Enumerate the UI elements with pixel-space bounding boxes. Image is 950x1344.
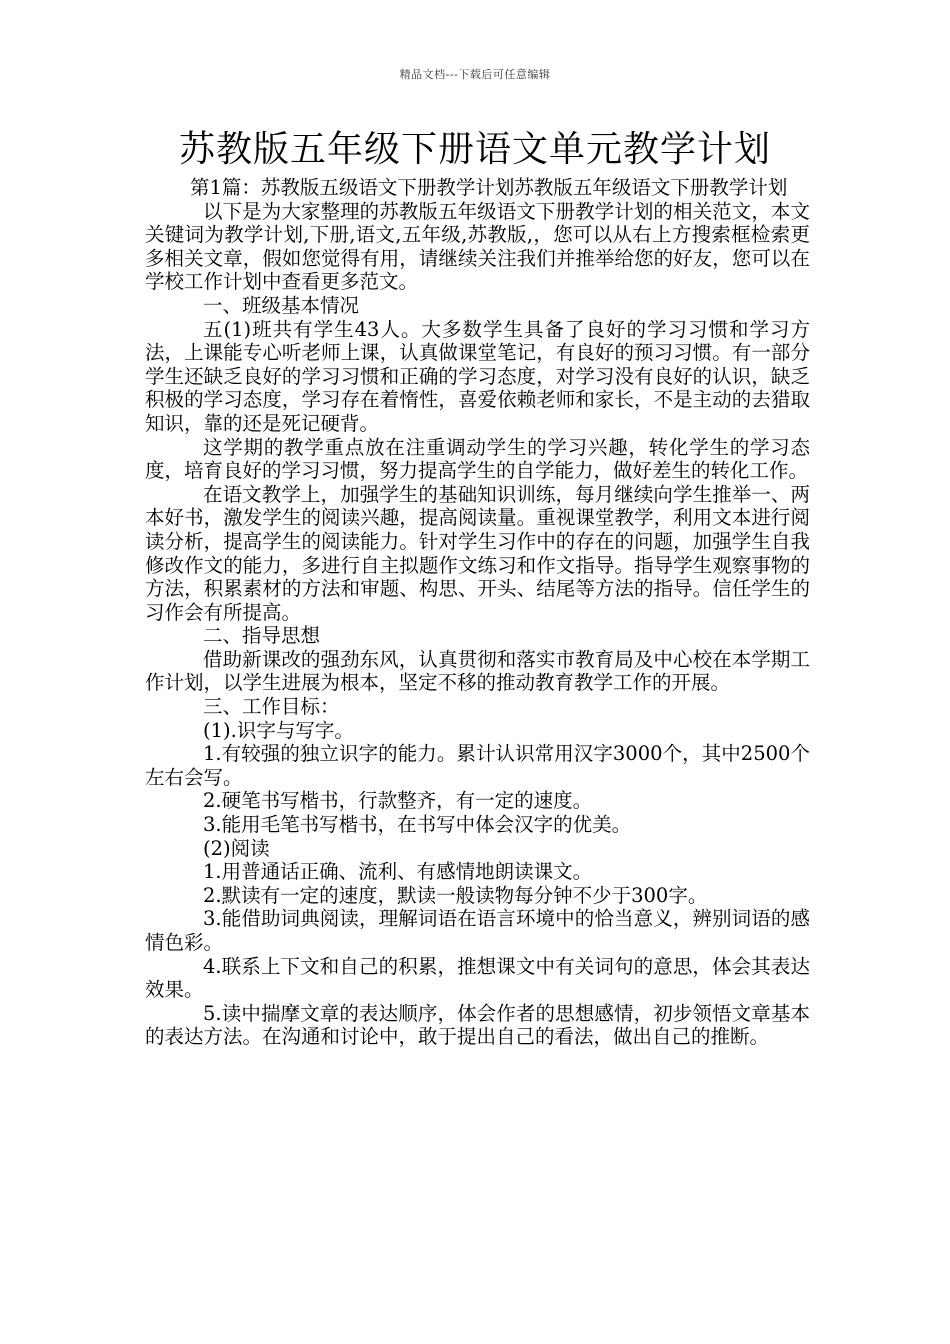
- subtitle-paragraph: 第1篇：苏教版五级语文下册教学计划苏教版五年级语文下册教学计划: [190, 176, 788, 199]
- list-item: 3.能借助词典阅读，理解词语在语言环境中的恰当意义，辨别词语的感情色彩。: [145, 907, 810, 954]
- header-note: 精品文档---下载后可任意编辑: [399, 68, 551, 81]
- list-item: 3.能用毛笔书写楷书，在书写中体会汉字的优美。: [203, 813, 632, 837]
- intro-paragraph: 以下是为大家整理的苏教版五年级语文下册教学计划的相关范文，本文关键词为教学计划,下册,语文,五年级,苏教版,，您可以从右上方搜索框检索更多相关文章，假如您觉得有用，请继续关注我们并推举给您的好友，您可以在学校工作计划中查看更多范文。: [145, 199, 810, 294]
- list-item: 2.默读有一定的速度，默读一般读物每分钟不少于300字。: [203, 883, 708, 907]
- document-title: 苏教版五年级下册语文单元教学计划: [178, 129, 771, 170]
- body-paragraph: 在语文教学上，加强学生的基础知识训练，每月继续向学生推举一、两本好书，激发学生的阅读兴趣，提高阅读量。重视课堂教学，利用文本进行阅读分析，提高学生的阅读能力。针对学生习作中的存在的问题，加强学生自我修改作文的能力，多进行自主拟题作文练习和作文指导。指导学生观察事物的方法，积累素材的方法和审题、构思、开头、结尾等方法的指导。信任学生的习作会有所提高。: [145, 482, 810, 624]
- section-heading: 三、工作目标：: [203, 695, 340, 719]
- body-paragraph: 这学期的教学重点放在注重调动学生的学习兴趣，转化学生的学习态度，培育良好的学习习惯，努力提高学生的自学能力，做好差生的转化工作。: [145, 435, 810, 483]
- document-body: [145, 176, 810, 1049]
- body-paragraph: 借助新课改的强劲东风，认真贯彻和落实市教育局及中心校在本学期工作计划，以学生进展为根本，坚定不移的推动教育教学工作的开展。: [145, 647, 810, 695]
- subsection-heading: (2)阅读: [203, 836, 270, 860]
- subsection-heading: (1).识字与写字。: [203, 718, 354, 742]
- list-item: 4.联系上下文和自己的积累，推想课文中有关词句的意思，体会其表达效果。: [145, 954, 810, 1002]
- list-item: 5.读中揣摩文章的表达顺序，体会作者的思想感情，初步领悟文章基本的表达方法。在沟通和讨论中，敢于提出自己的看法，做出自己的推断。: [145, 1001, 810, 1049]
- list-item: 2.硬笔书写楷书，行款整齐，有一定的速度。: [203, 789, 593, 813]
- body-paragraph: 五(1)班共有学生43人。大多数学生具备了良好的学习习惯和学习方法，上课能专心听老师上课，认真做课堂笔记，有良好的预习习惯。有一部分学生还缺乏良好的学习习惯和正确的学习态度，对学习没有良好的认识，缺乏积极的学习态度，学习存在着惰性，喜爱依赖老师和家长，不是主动的去猎取知识，靠的还是死记硬背。: [145, 317, 810, 435]
- list-item: 1.用普通话正确、流利、有感情地朗读课文。: [203, 860, 593, 884]
- section-heading: 二、指导思想: [203, 624, 321, 648]
- list-item: 1.有较强的独立识字的能力。累计认识常用汉字3000个，其中2500个左右会写。: [145, 742, 810, 789]
- section-heading: 一、班级基本情况: [203, 293, 360, 317]
